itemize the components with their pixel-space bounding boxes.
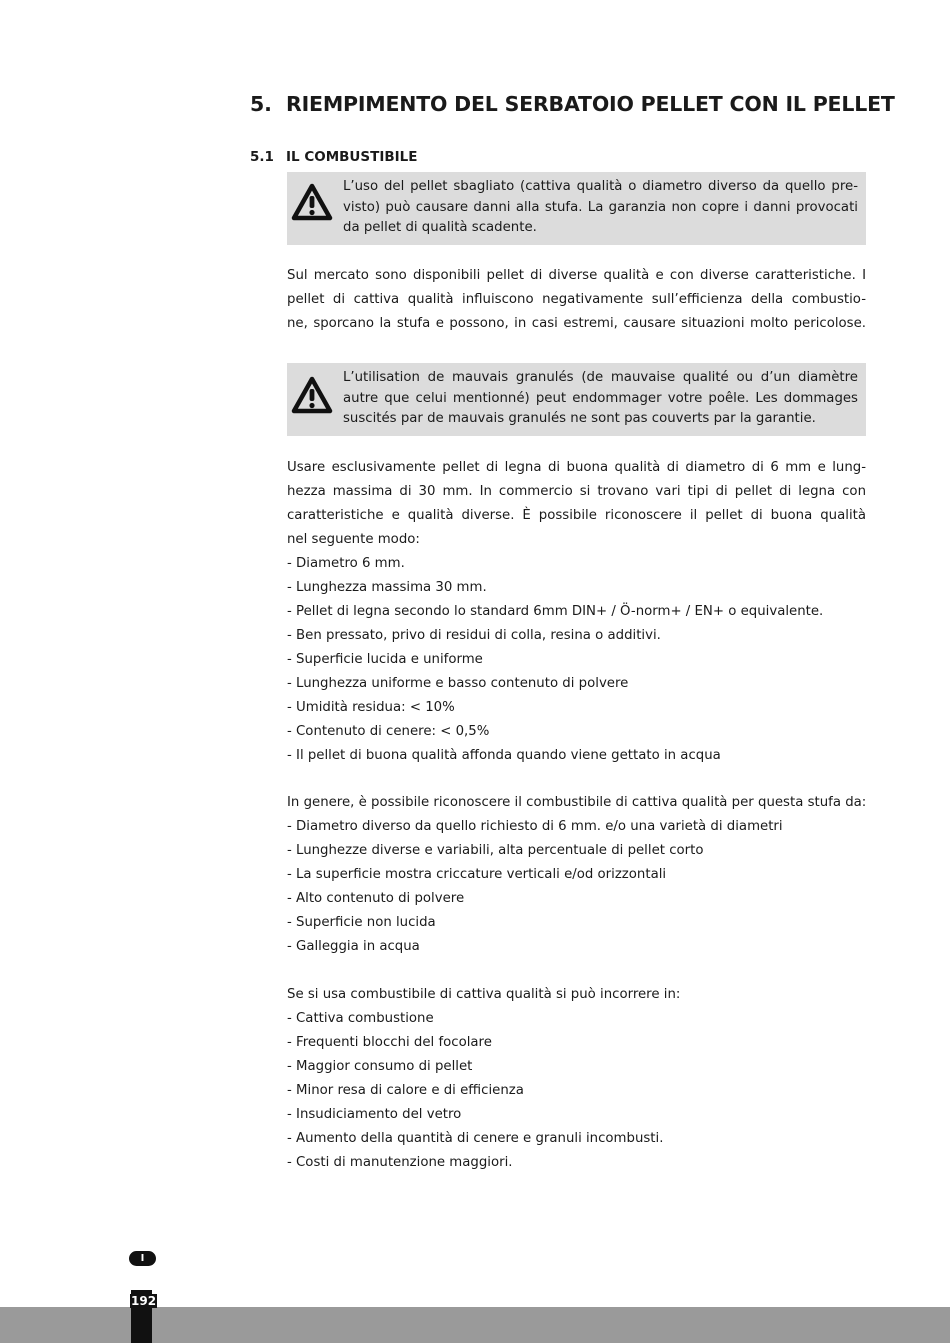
consequences-section: [287, 983, 866, 1175]
intro-line: Sul mercato sono disponibili pellet di diverse qualità e con diverse caratteristiche. I: [287, 268, 866, 283]
list-item: - Il pellet di buona qualità affonda quando viene gettato in acqua: [287, 748, 721, 763]
good-quality-section: [287, 456, 866, 768]
list-item: - Ben pressato, privo di residui di colla, resina o additivi.: [287, 628, 661, 643]
list-item: - Insudiciamento del vetro: [287, 1107, 462, 1122]
list-item: - Pellet di legna secondo lo standard 6mm DIN+ / Ö-norm+ / EN+ o equivalente.: [287, 604, 824, 619]
list-item: - Lunghezza massima 30 mm.: [287, 580, 487, 595]
intro-paragraph: [287, 264, 866, 336]
good-quality-line: hezza massima di 30 mm. In commercio si trovano vari tipi di pellet di legna con: [287, 484, 866, 499]
list-item: - Diametro diverso da quello richiesto di 6 mm. e/o una varietà di diametri: [287, 819, 783, 834]
warning-fr-line: L’utilisation de mauvais granulés (de mauvaise qualité ou d’un diamètre: [343, 370, 858, 385]
subsection-title-text: IL COMBUSTIBILE: [286, 149, 418, 165]
list-item: - Lunghezze diverse e variabili, alta percentuale di pellet corto: [287, 843, 704, 858]
subsection-number: 5.1: [250, 149, 274, 165]
bad-quality-section: [287, 791, 866, 959]
warning-it-line: L’uso del pellet sbagliato (cattiva qualità o diametro diverso da quello pre-: [343, 179, 858, 194]
consequences-intro: Se si usa combustibile di cattiva qualità si può incorrere in:: [287, 987, 681, 1002]
list-item: - Maggior consumo di pellet: [287, 1059, 473, 1074]
list-item: - Galleggia in acqua: [287, 939, 420, 954]
warning-fr-line: autre que celui mentionné) peut endommager votre poêle. Les dommages: [343, 390, 858, 406]
warning-box-fr: [287, 363, 866, 436]
list-item: - Diametro 6 mm.: [287, 556, 405, 571]
good-quality-line: caratteristiche e qualità diverse. È possibile riconoscere il pellet di buona qualità: [287, 508, 866, 523]
warning-box-it: [287, 172, 866, 245]
list-item: - Contenuto di cenere: < 0,5%: [287, 724, 490, 739]
list-item: - Costi di manutenzione maggiori.: [287, 1155, 513, 1170]
list-item: - Aumento della quantità di cenere e granuli incombusti.: [287, 1131, 664, 1146]
good-quality-line: nel seguente modo:: [287, 532, 420, 547]
warning-fr-line: suscités par de mauvais granulés ne sont pas couverts par la garantie.: [343, 411, 816, 426]
list-item: - Minor resa di calore e di efficienza: [287, 1083, 524, 1098]
list-item: - Lunghezza uniforme e basso contenuto di polvere: [287, 676, 629, 691]
good-quality-list: [287, 552, 866, 768]
list-item: - Frequenti blocchi del focolare: [287, 1035, 492, 1050]
section-number: 5.: [250, 92, 272, 116]
page-number: 192: [131, 1294, 157, 1308]
warning-triangle-icon: [291, 183, 333, 221]
intro-line: ne, sporcano la stufa e possono, in casi estremi, causare situazioni molto pericolose.: [287, 316, 866, 331]
list-item: - Alto contenuto di polvere: [287, 891, 465, 906]
warning-it-line: da pellet di qualità scadente.: [343, 220, 537, 235]
warning-triangle-icon: [291, 376, 333, 414]
subsection-title: [250, 149, 418, 165]
list-item: - Superficie non lucida: [287, 915, 436, 930]
list-item: - Superficie lucida e uniforme: [287, 652, 483, 667]
good-quality-line: Usare esclusivamente pellet di legna di buona qualità di diametro di 6 mm e lung-: [287, 460, 866, 475]
intro-line: pellet di cattiva qualità influiscono negativamente sull’efficienza della combustio-: [287, 292, 866, 307]
warning-it-line: visto) può causare danni alla stufa. La garanzia non copre i danni provocati: [343, 199, 858, 215]
list-item: - Cattiva combustione: [287, 1011, 434, 1026]
section-title: [250, 92, 895, 116]
bad-quality-intro: In genere, è possibile riconoscere il combustibile di cattiva qualità per questa stufa da:: [287, 795, 867, 810]
language-badge: I: [129, 1251, 156, 1266]
list-item: - La superficie mostra criccature verticali e/od orizzontali: [287, 867, 667, 882]
bad-quality-list: [287, 815, 866, 959]
consequences-list: [287, 1007, 866, 1175]
section-title-text: RIEMPIMENTO DEL SERBATOIO PELLET CON IL PELLET: [286, 92, 895, 116]
list-item: - Umidità residua: < 10%: [287, 700, 455, 715]
